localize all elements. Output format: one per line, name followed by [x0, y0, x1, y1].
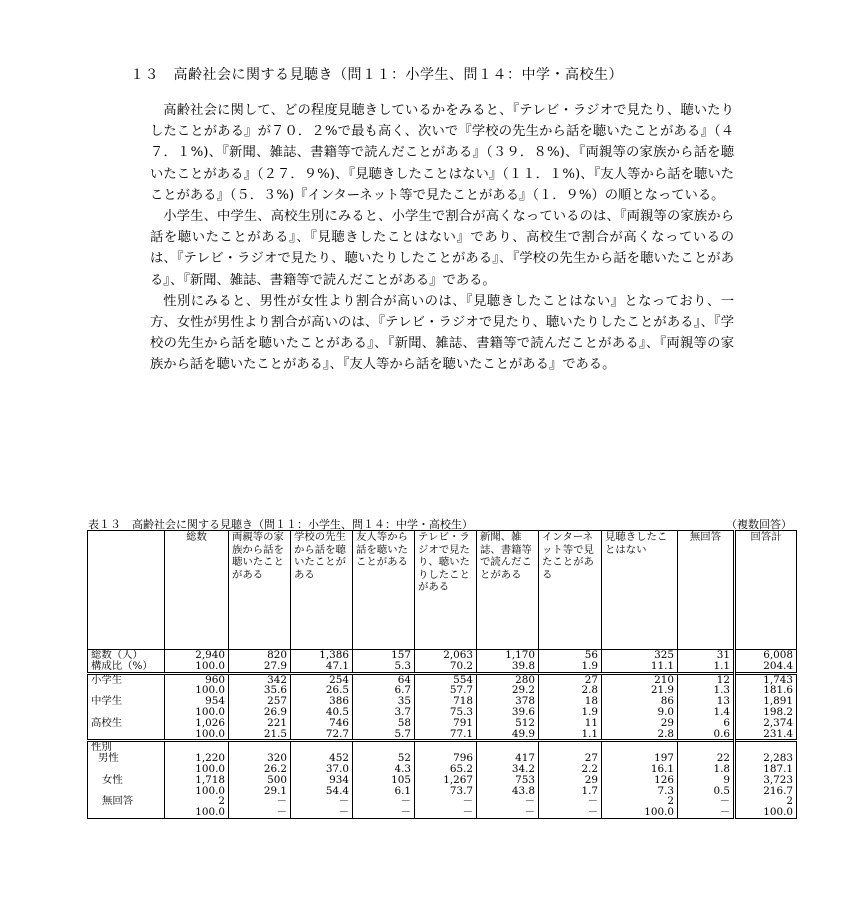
table-cell: 254 [291, 673, 353, 685]
table-cell: 105 [353, 775, 415, 786]
table-cell: － [539, 807, 602, 818]
body-text [150, 100, 734, 376]
table-cell: 187.1 [735, 764, 797, 775]
table-cell: 11.1 [602, 661, 678, 673]
table-cell: 4.3 [353, 764, 415, 775]
table-cell: 1,170 [477, 650, 539, 661]
table-cell: 126 [602, 775, 678, 786]
table-row [88, 796, 797, 807]
table-cell: 39.8 [477, 661, 539, 673]
row-label: 無回答 [88, 796, 165, 807]
table-cell: 2 [735, 796, 797, 807]
table-cell: － [415, 796, 477, 807]
table-cell: 34.2 [477, 764, 539, 775]
paragraph: 小学生、中学生、高校生別にみると、小学生で割合が高くなっているのは、『両親等の家族から話を聴いたことがある』、『見聴きしたことはない』であり、高校生で割合が高くなっているのは、『テレビ・ラジオで見たり、聴いたりしたことがある』、『学校の先生から話を聴いたことがある』、『新聞、雑誌、書籍等で読んだことがある』である。 [150, 209, 734, 288]
table-cell: 0.6 [678, 729, 735, 741]
table-cell: 6.7 [353, 685, 415, 696]
table-row [88, 685, 797, 696]
table-cell: 820 [229, 650, 291, 661]
table-cell: 1.4 [678, 707, 735, 718]
table-cell: 2,283 [735, 753, 797, 764]
table-cell: 2,374 [735, 718, 797, 729]
table-cell: 6 [678, 718, 735, 729]
table-row [88, 786, 797, 797]
table-cell: 2.8 [539, 685, 602, 696]
table-cell: 72.7 [291, 729, 353, 741]
table-cell: 21.5 [229, 729, 291, 741]
row-label: 小学生 [88, 673, 165, 685]
table-cell: 500 [229, 775, 291, 786]
table-cell: 452 [291, 753, 353, 764]
header-cell: 友人等から話を聴いたことがある [353, 531, 415, 650]
table-cell: 27 [539, 753, 602, 764]
row-label: 男性 [88, 753, 165, 764]
header-cell: 学校の先生から話を聴いたことがある [291, 531, 353, 650]
table-cell: 753 [477, 775, 539, 786]
table-cell: 231.4 [735, 729, 797, 741]
table-cell: － [678, 796, 735, 807]
table-cell: 718 [415, 696, 477, 707]
table-cell: 417 [477, 753, 539, 764]
table-cell: 221 [229, 718, 291, 729]
table-header-row [88, 531, 797, 650]
table-cell: 40.5 [291, 707, 353, 718]
row-label: 中学生 [88, 696, 165, 707]
table-cell: 27 [539, 673, 602, 685]
table-cell: 342 [229, 673, 291, 685]
table-cell: － [678, 807, 735, 818]
table-cell: 1,891 [735, 696, 797, 707]
header-cell: 無回答 [678, 531, 735, 650]
table-cell: 2 [602, 796, 678, 807]
table-cell: 512 [477, 718, 539, 729]
table-cell: 52 [353, 753, 415, 764]
table-cell: 204.4 [735, 661, 797, 673]
table-cell: 86 [602, 696, 678, 707]
table-cell: 77.1 [415, 729, 477, 741]
table-cell: 796 [415, 753, 477, 764]
table-cell: 73.7 [415, 786, 477, 797]
header-cell [88, 531, 165, 650]
table-row [88, 718, 797, 729]
table-cell: － [539, 796, 602, 807]
table-cell: 7.3 [602, 786, 678, 797]
table-cell: 100.0 [165, 764, 229, 775]
table-cell: 1.7 [539, 786, 602, 797]
table-row [88, 661, 797, 673]
table-cell: 386 [291, 696, 353, 707]
table-row [88, 807, 797, 818]
table-cell: 100.0 [735, 807, 797, 818]
table-cell: 22 [678, 753, 735, 764]
row-label: 高校生 [88, 718, 165, 729]
table-cell: 100.0 [165, 729, 229, 741]
table-cell: 54.4 [291, 786, 353, 797]
row-label [88, 807, 165, 818]
table-caption-note: （複数回答） [726, 518, 792, 531]
table-cell: 100.0 [165, 661, 229, 673]
row-label [88, 729, 165, 741]
row-label: 女性 [88, 775, 165, 786]
table-cell: 320 [229, 753, 291, 764]
table-cell: － [353, 796, 415, 807]
table-cell: 56 [539, 650, 602, 661]
table-cell: 100.0 [165, 707, 229, 718]
table-cell: － [229, 796, 291, 807]
table-cell: 27.9 [229, 661, 291, 673]
header-cell: 総数 [165, 531, 229, 650]
table-cell: 100.0 [165, 786, 229, 797]
table-cell: 934 [291, 775, 353, 786]
table-cell: 746 [291, 718, 353, 729]
table-cell: 3.7 [353, 707, 415, 718]
paragraph: 性別にみると、男性が女性より割合が高いのは、『見聴きしたことはない』となっており、一方、女性が男性より割合が高いのは、『テレビ・ラジオで見たり、聴いたりしたことがある』、『学校の先生から話を聴いたことがある』、『新聞、雑誌、書籍等で読んだことがある』、『両親等の家族から話を聴いたことがある』、『友人等から話を聴いたことがある』である。 [150, 293, 734, 373]
table-cell: 2.2 [539, 764, 602, 775]
row-label [88, 764, 165, 775]
table-cell: 954 [165, 696, 229, 707]
table-cell: 2,940 [165, 650, 229, 661]
table-cell: 210 [602, 673, 678, 685]
table-cell: 3,723 [735, 775, 797, 786]
row-label: 総数（人） [88, 650, 165, 661]
table-cell: 9 [678, 775, 735, 786]
table-cell: 181.6 [735, 685, 797, 696]
table-row [88, 741, 797, 753]
table-cell: 1,026 [165, 718, 229, 729]
section-title: １３ 高齢社会に関する見聴き（問１１：小学生、問１４：中学・高校生） [130, 67, 623, 83]
table-cell: 58 [353, 718, 415, 729]
header-cell: 新聞、雑誌、書籍等で読んだことがある [477, 531, 539, 650]
table-cell: 37.0 [291, 764, 353, 775]
table-cell: 65.2 [415, 764, 477, 775]
table-row [88, 753, 797, 764]
table-cell: 35 [353, 696, 415, 707]
table-cell: 1,386 [291, 650, 353, 661]
table-cell: 70.2 [415, 661, 477, 673]
table-cell: 1,267 [415, 775, 477, 786]
table-cell: 1.9 [539, 707, 602, 718]
table-cell: 31 [678, 650, 735, 661]
table-cell: 5.3 [353, 661, 415, 673]
table-cell: 29.2 [477, 685, 539, 696]
table-cell: 16.1 [602, 764, 678, 775]
table-cell: 29.1 [229, 786, 291, 797]
table-cell: 960 [165, 673, 229, 685]
table-cell: 13 [678, 696, 735, 707]
table-cell: 378 [477, 696, 539, 707]
table-cell: 2,063 [415, 650, 477, 661]
table-row [88, 764, 797, 775]
table-cell: － [477, 807, 539, 818]
table-cell: 100.0 [602, 807, 678, 818]
table-cell: 216.7 [735, 786, 797, 797]
table-cell: 49.9 [477, 729, 539, 741]
table-cell: － [353, 807, 415, 818]
table-cell: 29 [539, 775, 602, 786]
table-caption-title: 表１３ 高齢社会に関する見聴き（問１１：小学生、問１４：中学・高校生） [88, 518, 473, 531]
table-row [88, 650, 797, 661]
table-cell: 26.5 [291, 685, 353, 696]
header-cell: 回答計 [735, 531, 797, 650]
table-cell: 197 [602, 753, 678, 764]
table-row [88, 696, 797, 707]
table-cell: 75.3 [415, 707, 477, 718]
table-cell: 1,718 [165, 775, 229, 786]
table-cell: 9.0 [602, 707, 678, 718]
stats-table [87, 530, 797, 819]
table-cell: 47.1 [291, 661, 353, 673]
table-cell: 1,743 [735, 673, 797, 685]
table-cell: 6,008 [735, 650, 797, 661]
table-row [88, 707, 797, 718]
header-cell: テレビ・ラジオで見たり、聴いたりしたことがある [415, 531, 477, 650]
table-cell: 64 [353, 673, 415, 685]
table-cell: 6.1 [353, 786, 415, 797]
header-cell: インターネット等で見たことがある [539, 531, 602, 650]
table-cell: 554 [415, 673, 477, 685]
table-cell: 791 [415, 718, 477, 729]
table-cell: 29 [602, 718, 678, 729]
table-cell: 198.2 [735, 707, 797, 718]
table-cell: 2.8 [602, 729, 678, 741]
table-cell: 35.6 [229, 685, 291, 696]
table-cell: 100.0 [165, 685, 229, 696]
header-cell: 見聴きしたことはない [602, 531, 678, 650]
header-cell: 両親等の家族から話を聴いたことがある [229, 531, 291, 650]
table-cell: 0.5 [678, 786, 735, 797]
paragraph: 高齢社会に関して、どの程度見聴きしているかをみると、『テレビ・ラジオで見たり、聴いたりしたことがある』が７０．２%で最も高く、次いで『学校の先生から話を聴いたことがある』（４７．１%)、『新聞、雑誌、書籍等で読んだことがある』（３９．８%)、『両親等の家族から話を聴いたことがある』（２７．９%)、『見聴きしたことはない』（１１．１%)、『友人等から話を聴いたことがある』（５．３%)『インターネット等で見たことがある』（１．９%）の順となっている。 [150, 103, 734, 203]
table-cell: 280 [477, 673, 539, 685]
table-cell: 157 [353, 650, 415, 661]
table-cell: 21.9 [602, 685, 678, 696]
table-cell: 1.8 [678, 764, 735, 775]
table-cell: 43.8 [477, 786, 539, 797]
table-cell: 5.7 [353, 729, 415, 741]
table-row [88, 673, 797, 685]
table-cell: 1.3 [678, 685, 735, 696]
table-cell: 1.1 [678, 661, 735, 673]
table-cell: 12 [678, 673, 735, 685]
row-label: 構成比（%） [88, 661, 165, 673]
table-cell: － [477, 796, 539, 807]
table-cell: 26.2 [229, 764, 291, 775]
table-cell: － [229, 807, 291, 818]
table-cell: － [291, 807, 353, 818]
table-cell: 1.1 [539, 729, 602, 741]
table-cell: 2 [165, 796, 229, 807]
table-cell: 325 [602, 650, 678, 661]
table-cell: 11 [539, 718, 602, 729]
table-row [88, 775, 797, 786]
table-cell: 26.9 [229, 707, 291, 718]
table-cell: 39.6 [477, 707, 539, 718]
table-cell: 257 [229, 696, 291, 707]
table-cell: 1.9 [539, 661, 602, 673]
row-label: 性別 [88, 741, 165, 753]
table-cell: 100.0 [165, 807, 229, 818]
table-cell: 57.7 [415, 685, 477, 696]
table-cell: 18 [539, 696, 602, 707]
table-row [88, 729, 797, 741]
table-cell: 1,220 [165, 753, 229, 764]
table-cell: － [415, 807, 477, 818]
table-body [88, 650, 797, 819]
table-cell: － [291, 796, 353, 807]
